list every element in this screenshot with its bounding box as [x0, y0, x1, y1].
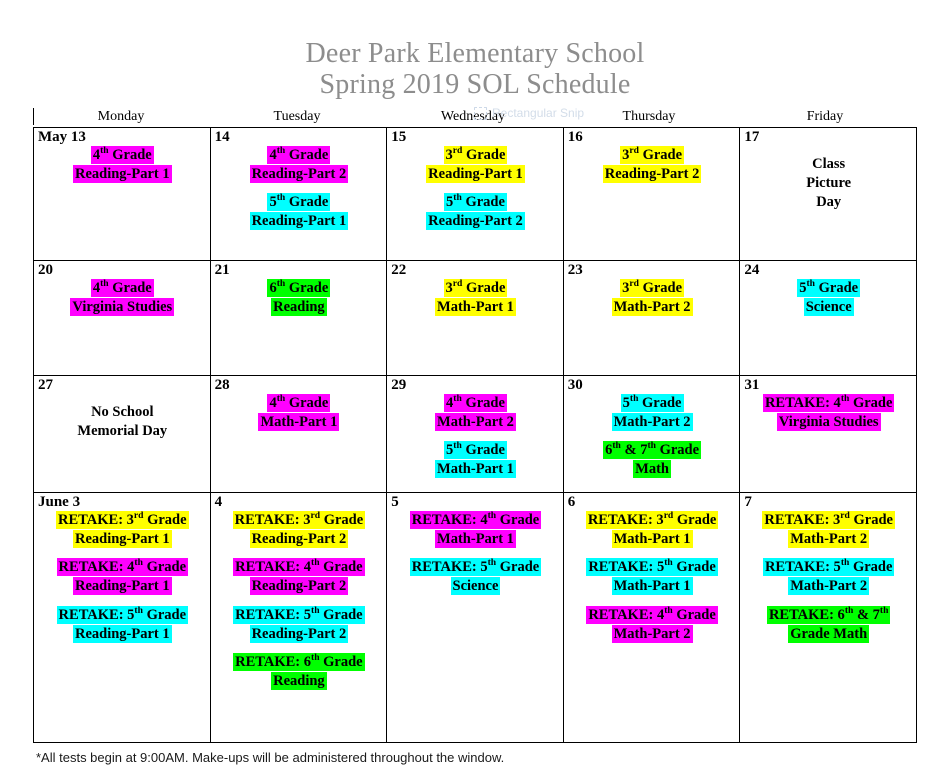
ordinal-suffix: th	[100, 145, 109, 157]
event-line	[215, 279, 384, 298]
event-line	[744, 413, 913, 432]
event-line	[568, 558, 737, 577]
calendar-day-cell[interactable]	[387, 128, 564, 261]
calendar-grid	[33, 127, 917, 743]
day-header-tuesday: Tuesday	[273, 109, 321, 124]
day-events	[744, 511, 913, 644]
ordinal-suffix: th	[840, 393, 850, 405]
sol-test-event	[744, 394, 913, 432]
calendar-day-cell[interactable]	[387, 493, 564, 743]
sol-test-event	[391, 441, 560, 479]
ordinal-suffix: th	[647, 440, 656, 452]
event-line	[215, 672, 384, 691]
event-line	[38, 279, 207, 298]
day-header-monday: Monday	[97, 109, 145, 124]
day-date-number: 21	[214, 262, 230, 278]
calendar-day-cell[interactable]	[740, 493, 917, 743]
day-events	[568, 146, 737, 184]
event-text-highlight: RETAKE: 5th Grade	[411, 557, 540, 576]
event-line	[391, 165, 560, 184]
day-date-number: 20	[38, 262, 53, 278]
event-text-highlight: No School	[91, 404, 154, 420]
event-text-highlight: Reading-Part 2	[251, 578, 347, 595]
watermark-label: Rectangular Snip	[492, 106, 585, 120]
day-header-thursday: Thursday	[622, 109, 676, 124]
event-line	[744, 298, 913, 317]
event-line	[744, 394, 913, 413]
event-line	[215, 165, 384, 184]
event-text-highlight: Memorial Day	[77, 423, 168, 440]
event-line	[391, 193, 560, 212]
day-date-number: 15	[391, 129, 407, 145]
event-text-highlight: Math-Part 2	[613, 299, 691, 316]
day-events	[391, 394, 560, 480]
event-line	[215, 530, 384, 549]
event-text-highlight: Math-Part 2	[790, 578, 868, 595]
event-text-highlight: Reading-Part 1	[74, 531, 170, 548]
calendar-day-cell[interactable]	[34, 376, 211, 493]
calendar-day-cell[interactable]	[210, 376, 387, 493]
ordinal-suffix: rd	[310, 510, 321, 522]
event-line	[38, 511, 207, 530]
sol-test-event	[744, 606, 913, 644]
event-line	[391, 413, 560, 432]
event-line	[744, 577, 913, 596]
day-events	[744, 279, 913, 317]
sol-test-event	[568, 441, 737, 479]
event-text-highlight: RETAKE: 4th Grade	[588, 604, 716, 623]
sol-test-event	[38, 558, 207, 596]
event-line	[215, 298, 384, 317]
day-events	[568, 511, 737, 644]
ordinal-suffix: rd	[663, 510, 674, 522]
event-line	[391, 558, 560, 577]
calendar-day-cell[interactable]	[210, 128, 387, 261]
day-header-wednesday: Wednesday	[440, 109, 506, 124]
sol-test-event	[391, 146, 560, 184]
calendar-week-row	[34, 128, 917, 261]
event-text-highlight: 5th Grade	[269, 192, 329, 211]
day-date-number: 29	[391, 377, 407, 393]
day-date-number: May 13	[38, 129, 86, 145]
event-line	[391, 441, 560, 460]
event-text-highlight: Math-Part 2	[613, 625, 691, 642]
sol-test-event	[391, 279, 560, 317]
event-line	[38, 165, 207, 184]
calendar-day-cell[interactable]	[34, 128, 211, 261]
event-line	[215, 146, 384, 165]
sol-test-event	[568, 146, 737, 184]
day-date-number: 7	[744, 494, 752, 510]
event-line	[744, 530, 913, 549]
sol-test-event	[391, 193, 560, 231]
ordinal-suffix: th	[879, 604, 889, 616]
calendar-day-cell[interactable]	[740, 128, 917, 261]
calendar-day-cell[interactable]	[387, 376, 564, 493]
event-text-highlight: RETAKE: 3rd Grade	[58, 510, 187, 528]
event-text-highlight: 5th Grade	[799, 278, 859, 296]
day-events	[391, 511, 560, 597]
event-line	[744, 193, 913, 212]
sol-schedule-calendar	[33, 108, 917, 743]
day-events	[391, 146, 560, 232]
calendar-day-cell[interactable]	[740, 376, 917, 493]
event-line	[744, 279, 913, 298]
event-text-highlight: 3rd Grade	[622, 278, 683, 296]
event-line	[391, 279, 560, 298]
event-text-highlight: Grade Math	[790, 625, 868, 642]
event-text-highlight: 3rd Grade	[445, 278, 506, 296]
ordinal-suffix: th	[664, 604, 673, 616]
sol-test-event	[38, 279, 207, 317]
event-text-highlight: Reading-Part 2	[251, 531, 347, 548]
calendar-day-cell[interactable]	[740, 261, 917, 376]
event-text-highlight: Virginia Studies	[778, 414, 879, 431]
ordinal-suffix: th	[806, 278, 816, 290]
sol-test-event	[391, 511, 560, 549]
ordinal-suffix: th	[311, 557, 320, 569]
event-line	[215, 625, 384, 644]
event-line	[215, 653, 384, 672]
ordinal-suffix: th	[134, 557, 143, 569]
event-text-highlight: RETAKE: 4th Grade	[58, 557, 187, 576]
calendar-day-cell[interactable]	[210, 261, 387, 376]
event-text-highlight: Math-Part 2	[790, 531, 868, 548]
calendar-day-cell[interactable]	[563, 493, 740, 743]
event-text-highlight: Reading-Part 2	[251, 166, 347, 183]
event-line	[38, 146, 207, 165]
event-line	[391, 460, 560, 479]
sol-test-event	[38, 511, 207, 549]
ordinal-suffix: th	[840, 557, 850, 569]
ordinal-suffix: th	[844, 604, 854, 616]
calendar-day-cell[interactable]	[34, 493, 211, 743]
day-date-number: 31	[744, 377, 760, 393]
event-text-highlight: Math-Part 1	[437, 461, 514, 478]
day-events	[215, 511, 384, 691]
event-text-highlight: 4th Grade	[446, 393, 505, 411]
event-text-highlight: RETAKE: 3rd Grade	[587, 510, 717, 528]
calendar-day-cell[interactable]	[563, 376, 740, 493]
event-text-highlight: Reading-Part 1	[74, 166, 170, 183]
ordinal-suffix: rd	[629, 145, 639, 157]
ordinal-suffix: th	[276, 145, 286, 157]
ordinal-suffix: th	[276, 393, 286, 405]
ordinal-suffix: th	[311, 651, 320, 663]
calendar-week-row	[34, 376, 917, 493]
day-date-number: 22	[391, 262, 407, 278]
ordinal-suffix: th	[276, 192, 286, 204]
sol-test-event	[215, 511, 384, 549]
ordinal-suffix: th	[311, 604, 320, 616]
event-line	[568, 625, 737, 644]
event-line	[568, 165, 737, 184]
day-date-number: 27	[38, 377, 53, 393]
event-text-highlight: Class	[812, 156, 846, 172]
event-line	[38, 298, 207, 317]
day-events	[744, 155, 913, 212]
day-events	[38, 146, 207, 184]
event-line	[38, 558, 207, 577]
sol-test-event	[568, 279, 737, 317]
event-text-highlight: RETAKE: 5th Grade	[588, 557, 716, 576]
sol-test-event	[391, 394, 560, 432]
day-date-number: 16	[567, 129, 583, 145]
event-text-highlight: RETAKE: 4th Grade	[764, 393, 893, 411]
sol-test-event	[568, 394, 737, 432]
event-text-highlight: Math-Part 1	[260, 414, 338, 431]
event-line	[568, 460, 737, 479]
ordinal-suffix: th	[453, 440, 462, 452]
event-text-highlight: Science	[452, 578, 499, 595]
event-text-highlight: Science	[805, 299, 852, 316]
event-text-highlight: 4th Grade	[92, 278, 152, 296]
event-line	[391, 577, 560, 596]
event-text-highlight: RETAKE: 4th Grade	[411, 510, 540, 528]
sol-test-event	[38, 403, 207, 441]
event-text-highlight: Math-Part 1	[437, 531, 514, 548]
footnote-text: *All tests begin at 9:00AM. Make-ups will be administered throughout the window.	[36, 750, 505, 765]
ordinal-suffix: th	[134, 604, 143, 616]
event-text-highlight: 5th Grade	[446, 192, 505, 211]
sol-test-event	[38, 606, 207, 644]
sol-test-event	[744, 558, 913, 596]
event-line	[568, 530, 737, 549]
title-line-1: Deer Park Elementary School	[305, 38, 645, 69]
event-text-highlight: RETAKE: 3rd Grade	[234, 510, 364, 528]
sol-test-event	[215, 279, 384, 317]
ordinal-suffix: th	[664, 557, 673, 569]
event-text-highlight: RETAKE: 6th & 7th	[768, 604, 889, 623]
ordinal-suffix: th	[453, 192, 462, 204]
event-text-highlight: 6th & 7th Grade	[605, 440, 700, 459]
event-line	[38, 606, 207, 625]
sol-test-event	[568, 511, 737, 549]
calendar-day-cell[interactable]	[387, 261, 564, 376]
day-date-number: June 3	[38, 494, 81, 510]
sol-test-event	[391, 558, 560, 596]
ordinal-suffix: th	[276, 278, 286, 290]
event-line	[38, 403, 207, 422]
day-date-number: 5	[391, 494, 399, 510]
event-text-highlight: Math-Part 1	[613, 531, 691, 548]
event-text-highlight: Virginia Studies	[72, 299, 173, 316]
day-events	[744, 394, 913, 432]
event-line	[215, 394, 384, 413]
day-date-number: 30	[567, 377, 583, 393]
day-date-number: 24	[744, 262, 760, 278]
title-line-2: Spring 2019 SOL Schedule	[319, 69, 631, 101]
event-text-highlight: 3rd Grade	[445, 145, 506, 163]
event-text-highlight: RETAKE: 5th Grade	[235, 604, 363, 623]
event-text-highlight: RETAKE: 5th Grade	[58, 604, 187, 623]
event-line	[391, 146, 560, 165]
event-line	[568, 606, 737, 625]
event-line	[215, 413, 384, 432]
day-events	[215, 279, 384, 317]
ordinal-suffix: th	[487, 510, 497, 522]
ordinal-suffix: rd	[629, 278, 639, 290]
ordinal-suffix: th	[453, 393, 462, 405]
day-events	[568, 394, 737, 480]
event-text-highlight: 4th Grade	[269, 145, 329, 163]
event-text-highlight: Reading-Part 2	[251, 625, 347, 642]
ordinal-suffix: rd	[133, 510, 144, 522]
sol-test-event	[215, 558, 384, 596]
event-text-highlight: Day	[816, 194, 842, 211]
event-line	[568, 413, 737, 432]
event-text-highlight: Reading-Part 1	[428, 166, 523, 183]
event-text-highlight: 5th Grade	[446, 440, 505, 459]
event-line	[391, 212, 560, 231]
event-text-highlight: 4th Grade	[92, 145, 152, 163]
calendar-week-row	[34, 493, 917, 743]
day-date-number: 23	[567, 262, 583, 278]
event-line	[568, 298, 737, 317]
day-events	[38, 403, 207, 441]
event-line	[568, 146, 737, 165]
event-line	[568, 511, 737, 530]
event-line	[38, 577, 207, 596]
event-text-highlight: Reading	[273, 672, 325, 689]
event-text-highlight: Reading-Part 2	[604, 166, 700, 183]
page-title	[0, 0, 950, 101]
calendar-day-cell[interactable]	[563, 128, 740, 261]
ordinal-suffix: rd	[452, 278, 463, 290]
event-text-highlight: RETAKE: 6th Grade	[235, 651, 363, 670]
sol-test-event	[215, 193, 384, 231]
day-events	[568, 279, 737, 317]
event-line	[744, 606, 913, 625]
event-text-highlight: Math-Part 1	[613, 578, 691, 595]
sol-test-event	[215, 394, 384, 432]
ordinal-suffix: rd	[840, 510, 850, 522]
event-line	[744, 511, 913, 530]
event-line	[391, 511, 560, 530]
ordinal-suffix: rd	[452, 145, 463, 157]
event-line	[568, 577, 737, 596]
event-text-highlight: 6th Grade	[269, 278, 329, 296]
event-line	[568, 394, 737, 413]
day-events	[391, 279, 560, 317]
event-line	[744, 174, 913, 193]
event-line	[215, 212, 384, 231]
ordinal-suffix: th	[487, 557, 497, 569]
event-text-highlight: RETAKE: 4th Grade	[235, 557, 363, 576]
event-line	[38, 625, 207, 644]
calendar-week-row	[34, 261, 917, 376]
event-text-highlight: RETAKE: 3rd Grade	[764, 510, 893, 528]
sol-test-event	[744, 155, 913, 212]
event-line	[215, 606, 384, 625]
event-line	[215, 193, 384, 212]
day-date-number: 4	[214, 494, 223, 510]
day-events	[38, 511, 207, 644]
event-text-highlight: Reading-Part 1	[251, 213, 347, 230]
day-date-number: 28	[214, 377, 230, 393]
day-header-friday: Friday	[806, 109, 844, 124]
ordinal-suffix: th	[612, 440, 621, 452]
sol-test-event	[215, 146, 384, 184]
calendar-day-cell[interactable]	[563, 261, 740, 376]
event-text-highlight: Math-Part 2	[613, 414, 691, 431]
event-line	[744, 155, 913, 174]
day-events	[215, 394, 384, 432]
event-line	[391, 394, 560, 413]
calendar-day-cell[interactable]	[210, 493, 387, 743]
event-text-highlight: Reading-Part 1	[74, 625, 170, 642]
sol-test-event	[568, 606, 737, 644]
event-line	[215, 558, 384, 577]
event-line	[744, 625, 913, 644]
event-line	[391, 530, 560, 549]
event-line	[568, 441, 737, 460]
sol-test-event	[744, 511, 913, 549]
event-text-highlight: Reading	[273, 299, 325, 316]
event-line	[568, 279, 737, 298]
calendar-day-cell[interactable]	[34, 261, 211, 376]
event-text-highlight: 5th Grade	[622, 393, 682, 411]
sol-test-event	[215, 653, 384, 691]
sol-test-event	[38, 146, 207, 184]
event-line	[215, 511, 384, 530]
day-of-week-header-row	[33, 108, 917, 127]
day-events	[38, 279, 207, 317]
day-date-number: 6	[567, 494, 576, 510]
event-text-highlight: RETAKE: 5th Grade	[764, 557, 893, 576]
day-date-number: 17	[744, 129, 760, 145]
event-text-highlight: Math-Part 1	[437, 299, 514, 316]
sol-test-event	[568, 558, 737, 596]
event-line	[38, 422, 207, 441]
event-text-highlight: 3rd Grade	[622, 145, 683, 163]
event-text-highlight: Reading-Part 1	[74, 578, 170, 595]
ordinal-suffix: th	[100, 278, 109, 290]
event-line	[744, 558, 913, 577]
event-text-highlight: Math	[635, 461, 669, 478]
event-line	[215, 577, 384, 596]
header-row-left-rule	[33, 108, 34, 125]
day-date-number: 14	[214, 129, 230, 145]
event-line	[391, 298, 560, 317]
sol-test-event	[215, 606, 384, 644]
event-text-highlight: 4th Grade	[269, 393, 329, 411]
sol-test-event	[744, 279, 913, 317]
event-text-highlight: Math-Part 2	[437, 414, 514, 431]
event-text-highlight: Picture	[806, 175, 852, 192]
ordinal-suffix: th	[629, 393, 639, 405]
event-line	[38, 530, 207, 549]
day-events	[215, 146, 384, 232]
event-text-highlight: Reading-Part 2	[428, 213, 523, 230]
